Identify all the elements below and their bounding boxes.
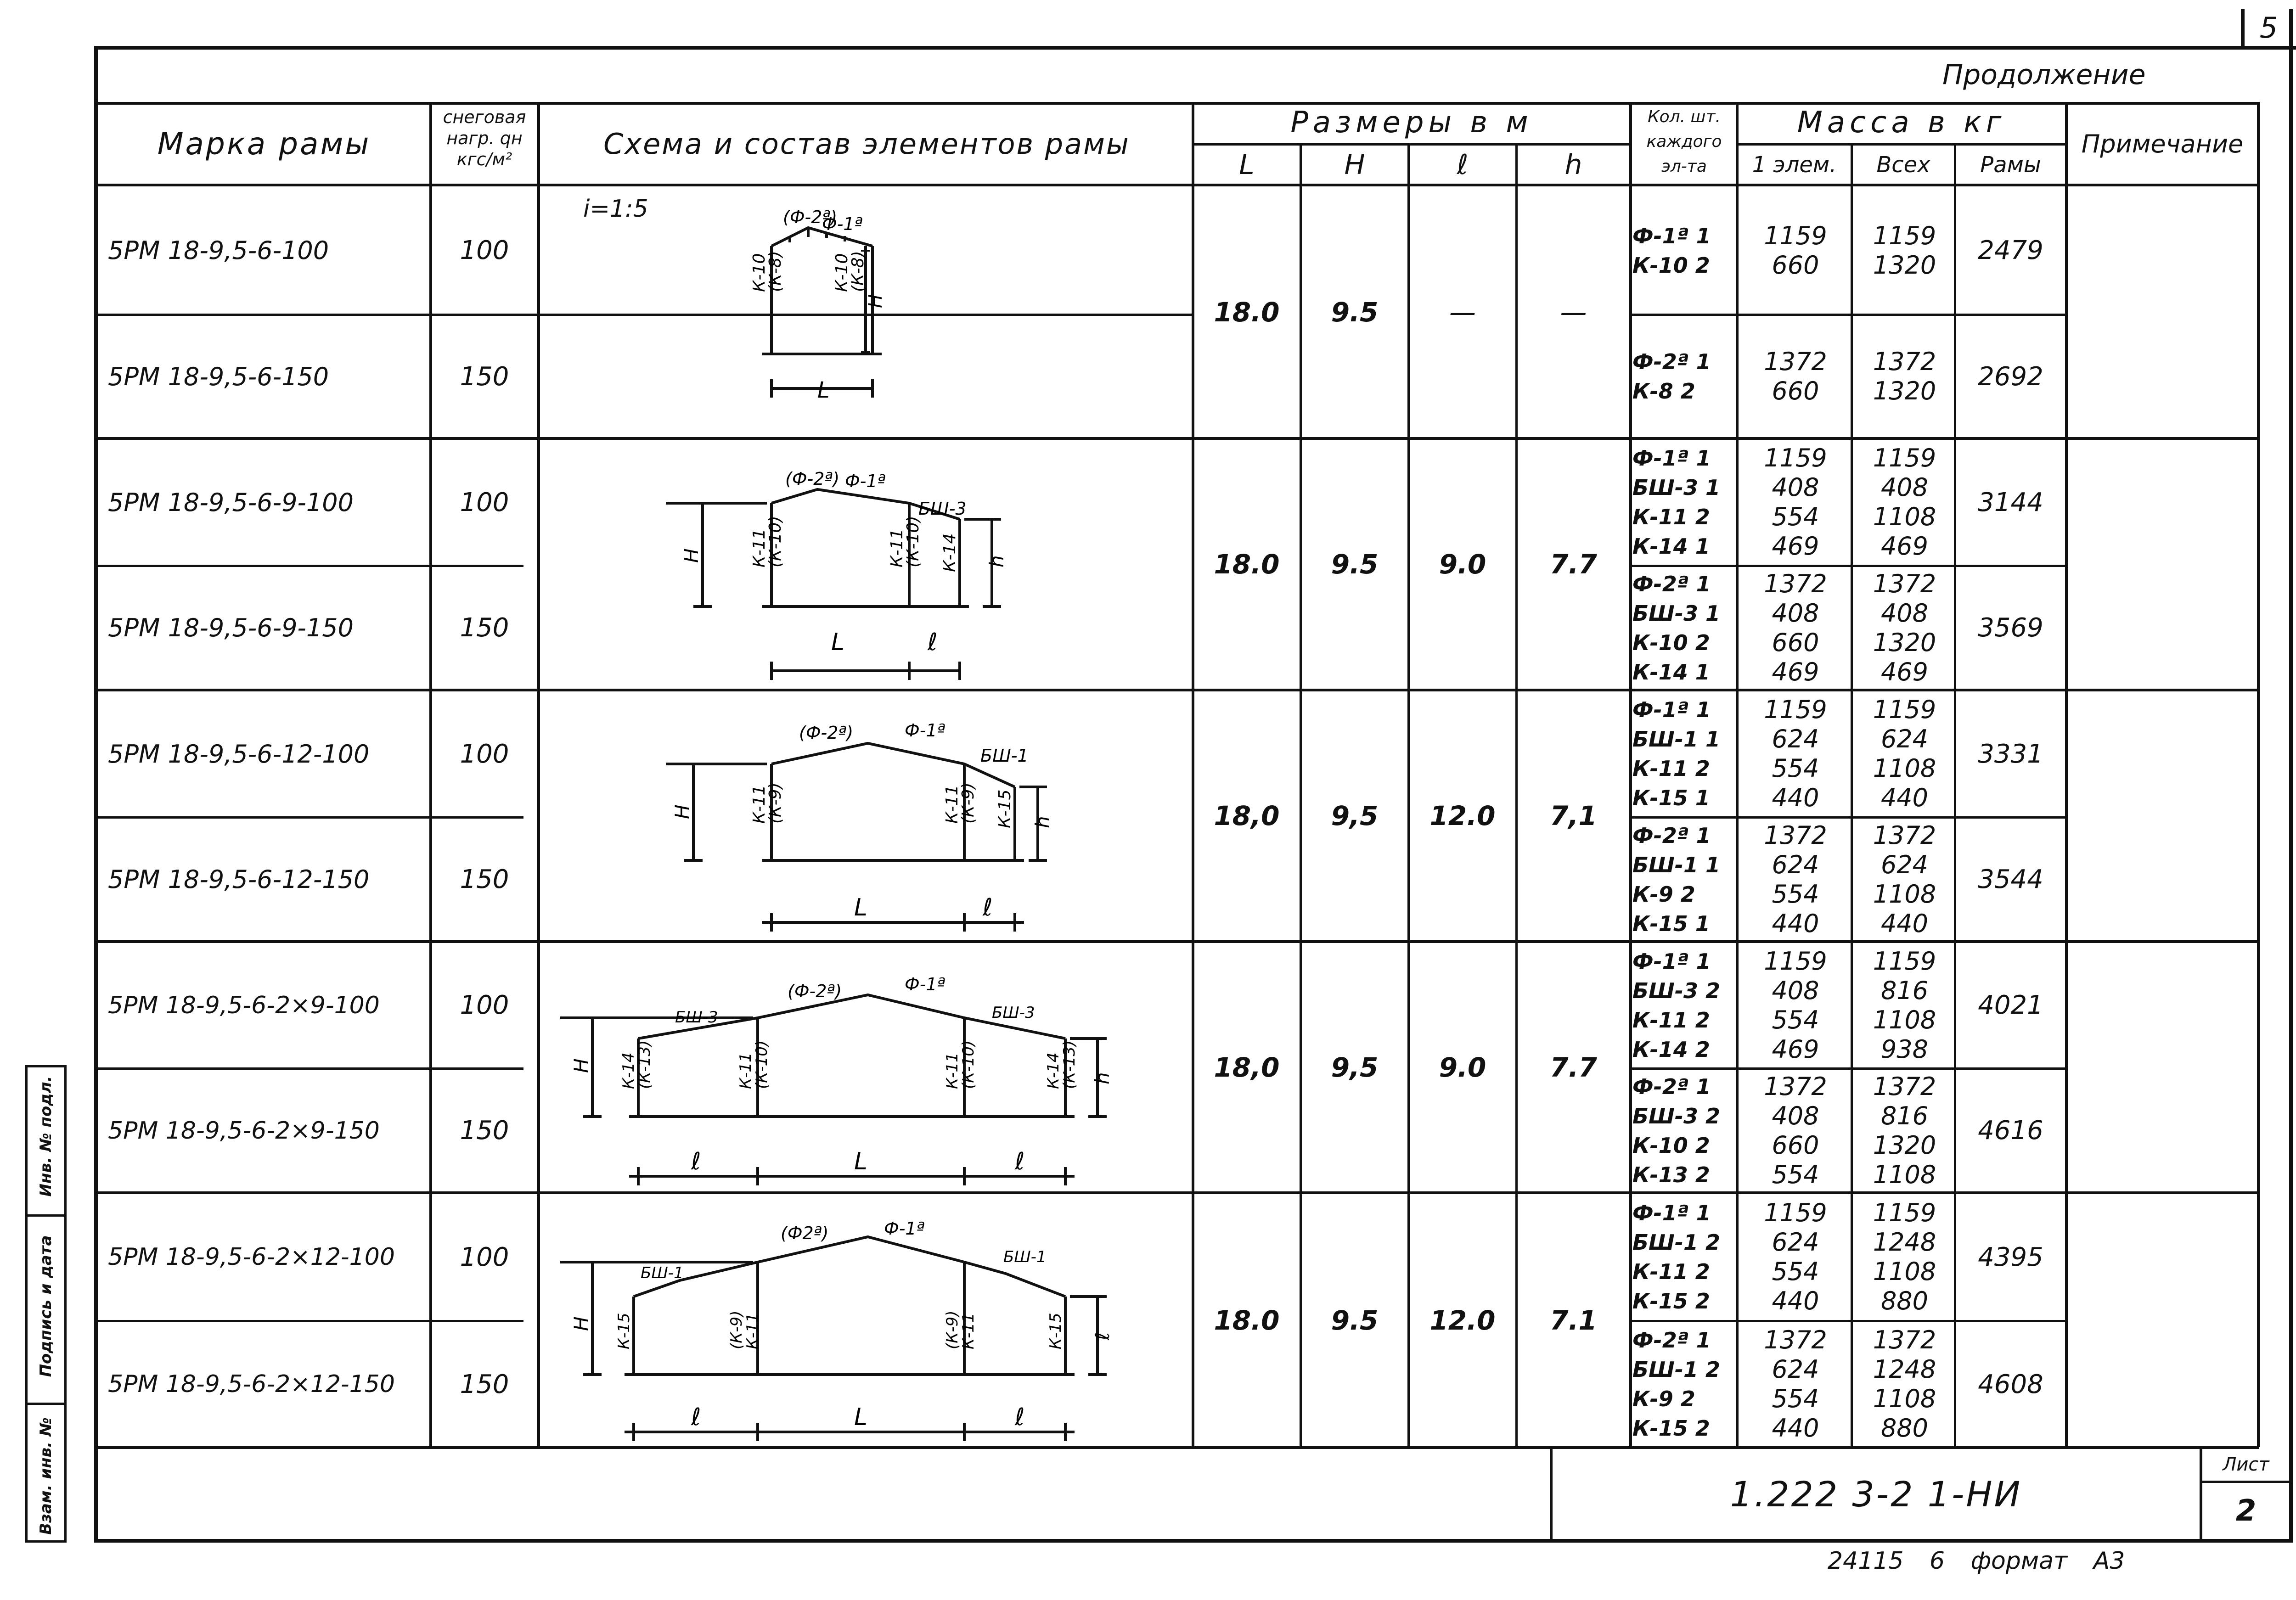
mass-one-list	[1740, 819, 1851, 940]
mass-value: 1159	[1764, 946, 1827, 976]
svg-text:К-11: К-11	[959, 1313, 978, 1349]
mass-one-list	[1740, 1070, 1851, 1191]
size-h: 7.7	[1550, 549, 1597, 580]
snow-row: 100	[460, 487, 509, 517]
element-entry: К-14 1	[1632, 534, 1710, 559]
mass-frame-total: 4616	[1978, 1116, 2043, 1145]
element-entry: Ф-1ª 1	[1632, 697, 1711, 722]
svg-text:К-14: К-14	[619, 1052, 638, 1089]
mark-row: 5РМ 18-9,5-6-12-150	[108, 865, 370, 894]
element-entry: К-11 2	[1632, 505, 1710, 529]
outer-frame-right	[2289, 9, 2293, 1543]
mass-frame-total: 2479	[1978, 236, 2043, 265]
mark-row: 5РМ 18-9,5-6-9-150	[108, 613, 354, 642]
svg-text:H: H	[671, 804, 693, 819]
sheet-label: Лист	[2223, 1454, 2269, 1475]
svg-text:Ф-1ª: Ф-1ª	[905, 974, 945, 994]
header-mass: Масса в кг	[1797, 106, 2006, 140]
size-l: 9.0	[1439, 1051, 1486, 1083]
mass-one-list	[1740, 567, 1851, 689]
mass-value: 1108	[1873, 502, 1936, 531]
svg-text:БШ-1: БШ-1	[980, 746, 1029, 766]
element-entry: Ф-2ª 1	[1632, 349, 1711, 374]
snow-row: 100	[460, 236, 509, 265]
size-h: —	[1560, 297, 1587, 328]
frame-scheme-1	[542, 186, 1192, 437]
svg-text:ℓ: ℓ	[691, 1148, 701, 1175]
footer-code: 24115 6 формат А3	[1828, 1547, 2125, 1575]
svg-text:БШ-1: БШ-1	[1003, 1248, 1047, 1266]
mass-all-list	[1855, 691, 1954, 816]
mass-value: 660	[1772, 250, 1819, 280]
element-entry: К-11 2	[1632, 1259, 1710, 1284]
svg-text:(Ф-2ª): (Ф-2ª)	[788, 981, 842, 1001]
size-h: 7,1	[1550, 800, 1597, 831]
element-entry: БШ-1 1	[1632, 727, 1721, 752]
mass-value: 554	[1772, 1160, 1819, 1189]
svg-text:К-11: К-11	[888, 528, 906, 567]
element-entry: Ф-1ª 1	[1632, 223, 1711, 248]
header-qty-line1: Кол. шт.	[1648, 107, 1721, 126]
element-entry: БШ-1 1	[1632, 852, 1721, 877]
header-qty	[1632, 105, 1736, 179]
mass-value: 469	[1772, 1034, 1819, 1064]
size-h: 7.1	[1550, 1304, 1597, 1336]
mass-value: 554	[1772, 879, 1819, 909]
mass-value: 1372	[1764, 569, 1827, 598]
snow-row: 150	[460, 361, 509, 392]
svg-text:H: H	[680, 548, 703, 563]
svg-text:К-11: К-11	[750, 785, 769, 824]
svg-text:L: L	[854, 1404, 867, 1431]
svg-text:Ф-1ª: Ф-1ª	[905, 720, 945, 741]
mass-value: 880	[1880, 1286, 1929, 1315]
mass-value: 1372	[1873, 569, 1936, 598]
mass-value: 1159	[1764, 221, 1827, 250]
mass-one-list	[1740, 440, 1851, 565]
mass-value: 938	[1880, 1034, 1929, 1064]
frame-scheme-3	[542, 691, 1192, 941]
mass-frame-total: 2692	[1978, 361, 2043, 392]
element-entry: Ф-2ª 1	[1632, 571, 1711, 596]
document-code: 1.222 3-2 1-НИ	[1730, 1473, 2022, 1515]
mass-value: 1320	[1873, 628, 1936, 657]
mass-value: 624	[1880, 724, 1929, 753]
svg-text:h: h	[1091, 1072, 1114, 1084]
svg-text:(К-9): (К-9)	[727, 1310, 746, 1349]
size-h: 7.7	[1550, 1051, 1597, 1083]
element-entry: Ф-1ª 1	[1632, 949, 1711, 974]
mass-value: 1248	[1873, 1228, 1936, 1257]
element-entry: К-9 2	[1632, 881, 1695, 907]
header-mass-one: 1 элем.	[1752, 152, 1837, 178]
header-L: L	[1239, 149, 1255, 181]
header-mass-all: Всех	[1876, 152, 1930, 178]
mass-value: 624	[1772, 1228, 1819, 1257]
mass-frame-total: 4608	[1978, 1369, 2043, 1399]
side-stamp-inv: Инв. № подл.	[37, 1076, 55, 1197]
mass-value: 816	[1880, 1101, 1929, 1130]
svg-text:L: L	[854, 1148, 867, 1175]
mass-value: 469	[1880, 657, 1929, 686]
snow-row: 150	[460, 1116, 509, 1145]
mark-row: 5РМ 18-9,5-6-150	[108, 362, 329, 391]
svg-text:К-11: К-11	[743, 1313, 762, 1349]
svg-text:ℓ: ℓ	[928, 629, 938, 656]
element-list	[1632, 316, 1736, 437]
header-H: H	[1344, 149, 1365, 181]
element-entry: К-14 1	[1632, 659, 1710, 685]
mass-value: 408	[1880, 473, 1929, 502]
mass-value: 624	[1772, 850, 1819, 879]
element-list	[1632, 440, 1736, 565]
mass-one-list	[1740, 1322, 1851, 1446]
element-entry: К-15 2	[1632, 1289, 1710, 1314]
svg-text:К-11: К-11	[943, 785, 962, 824]
header-mass-frame: Рамы	[1980, 152, 2041, 178]
svg-text:H: H	[570, 1058, 592, 1073]
size-L: 18.0	[1214, 297, 1280, 328]
svg-text:L: L	[831, 629, 844, 656]
mass-all-list	[1855, 1322, 1954, 1446]
element-entry: К-11 2	[1632, 1007, 1710, 1033]
col-line	[2065, 102, 2068, 1447]
mass-value: 1159	[1764, 444, 1827, 472]
svg-text:(К-9): (К-9)	[959, 782, 978, 824]
size-l: 12.0	[1429, 800, 1496, 831]
svg-text:К-11: К-11	[943, 1052, 962, 1089]
mass-value: 1108	[1873, 1257, 1936, 1286]
mass-value: 440	[1880, 909, 1929, 938]
mass-value: 554	[1772, 1005, 1819, 1034]
mass-value: 1159	[1873, 444, 1936, 472]
mass-value: 1372	[1873, 820, 1936, 850]
element-entry: БШ-3 2	[1632, 978, 1721, 1003]
svg-text:(К-8): (К-8)	[849, 251, 867, 292]
size-H: 9.5	[1331, 297, 1379, 328]
svg-text:(К-10): (К-10)	[959, 1040, 978, 1089]
svg-text:h: h	[985, 555, 1008, 567]
element-entry: БШ-3 2	[1632, 1103, 1721, 1128]
element-entry: К-13 2	[1632, 1162, 1710, 1187]
svg-text:Ф-1ª: Ф-1ª	[884, 1218, 925, 1239]
svg-text:К-10: К-10	[750, 253, 769, 292]
mass-value: 1372	[1873, 347, 1936, 376]
header-l: ℓ	[1457, 149, 1469, 181]
mass-value: 408	[1880, 598, 1929, 628]
outer-frame-top	[94, 46, 2296, 50]
element-entry: К-15 1	[1632, 786, 1710, 810]
mass-frame-total: 4021	[1978, 990, 2043, 1020]
element-entry: Ф-2ª 1	[1632, 1074, 1711, 1099]
mass-all-list	[1855, 1070, 1954, 1191]
size-l: —	[1449, 297, 1476, 328]
mass-value: 1159	[1873, 221, 1936, 250]
mass-one-list	[1740, 1194, 1851, 1320]
header-scheme: Схема и состав элементов рамы	[603, 127, 1130, 161]
snow-row: 100	[460, 739, 509, 769]
mass-one-list	[1740, 187, 1851, 314]
mass-value: 440	[1772, 909, 1819, 938]
mark-row: 5РМ 18-9,5-6-100	[108, 236, 329, 265]
header-sizes: Размеры в м	[1290, 106, 1533, 140]
snow-row: 150	[460, 1369, 509, 1399]
svg-text:(Ф-2ª): (Ф-2ª)	[783, 207, 838, 227]
mass-all-list	[1855, 567, 1954, 689]
svg-text:(К-10): (К-10)	[766, 516, 785, 567]
svg-text:К-11: К-11	[737, 1052, 755, 1089]
mass-value: 469	[1772, 657, 1819, 686]
element-entry: К-10 2	[1632, 253, 1710, 278]
svg-text:К-14: К-14	[940, 533, 959, 572]
mass-value: 440	[1772, 1414, 1819, 1443]
svg-text:(К-10): (К-10)	[904, 516, 923, 567]
svg-text:(К-8): (К-8)	[766, 251, 785, 292]
mass-value: 469	[1880, 532, 1929, 561]
element-list	[1632, 691, 1736, 816]
svg-text:ℓ: ℓ	[1091, 1332, 1114, 1340]
size-L: 18.0	[1214, 1304, 1280, 1336]
mass-value: 1108	[1873, 1005, 1936, 1034]
snow-row: 150	[460, 865, 509, 894]
mass-value: 1372	[1764, 1325, 1827, 1354]
svg-text:К-15: К-15	[996, 789, 1014, 828]
mass-value: 624	[1880, 850, 1929, 879]
mass-value: 554	[1772, 1257, 1819, 1286]
element-list	[1632, 1070, 1736, 1191]
mass-frame-total: 4395	[1978, 1242, 2043, 1272]
element-entry: Ф-2ª 1	[1632, 1328, 1711, 1353]
mass-value: 660	[1772, 628, 1819, 657]
outer-frame-bottom	[94, 1539, 2293, 1543]
element-entry: К-15 2	[1632, 1416, 1710, 1441]
svg-text:К-15: К-15	[1047, 1313, 1065, 1349]
mark-row: 5РМ 18-9,5-6-9-100	[108, 488, 354, 517]
header-note: Примечание	[2081, 129, 2244, 158]
slope-label: i=1:5	[583, 195, 648, 223]
frame-scheme-4	[542, 942, 1192, 1193]
svg-text:ℓ: ℓ	[983, 894, 993, 921]
mass-value: 554	[1772, 1384, 1819, 1413]
mass-all-list	[1855, 943, 1954, 1067]
mass-value: 624	[1772, 1355, 1819, 1384]
svg-text:h: h	[1031, 816, 1054, 828]
element-entry: БШ-1 2	[1632, 1357, 1721, 1382]
svg-text:БШ-3: БШ-3	[918, 499, 967, 519]
element-entry: К-15 1	[1632, 911, 1710, 936]
size-l: 12.0	[1429, 1304, 1496, 1336]
mass-value: 1248	[1873, 1355, 1936, 1384]
element-entry: К-11 2	[1632, 756, 1710, 781]
frame-scheme-5	[542, 1193, 1192, 1444]
mass-value: 1320	[1873, 376, 1936, 405]
element-list	[1632, 819, 1736, 940]
size-l: 9.0	[1439, 549, 1486, 580]
mass-one-list	[1740, 691, 1851, 816]
mass-value: 816	[1880, 976, 1929, 1005]
size-H: 9,5	[1331, 1051, 1379, 1083]
col-line	[1736, 102, 1739, 1447]
size-L: 18,0	[1214, 800, 1280, 831]
snow-row: 100	[460, 1242, 509, 1272]
mass-value: 408	[1772, 1101, 1819, 1130]
mass-value: 1108	[1873, 1160, 1936, 1189]
svg-text:БШ-3: БШ-3	[675, 1008, 718, 1027]
header-snow-line1: снеговая	[443, 107, 526, 127]
svg-text:(К-9): (К-9)	[766, 782, 785, 824]
size-H: 9.5	[1331, 549, 1379, 580]
mass-one-list	[1740, 316, 1851, 437]
header-qty-line2: каждого	[1646, 132, 1722, 151]
mass-value: 1159	[1764, 695, 1827, 724]
col-line	[1629, 102, 1632, 1447]
element-list	[1632, 187, 1736, 314]
mass-value: 554	[1772, 502, 1819, 531]
snow-row: 100	[460, 990, 509, 1020]
frame-scheme-2	[542, 439, 1192, 690]
mass-frame-total: 3569	[1978, 613, 2043, 643]
col-line	[537, 102, 540, 1447]
mass-value: 440	[1880, 783, 1929, 812]
mass-value: 554	[1772, 754, 1819, 783]
svg-text:(К-10): (К-10)	[753, 1040, 771, 1089]
mass-value: 408	[1772, 598, 1819, 628]
mass-value: 1372	[1873, 1072, 1936, 1101]
svg-text:БШ-1: БШ-1	[641, 1264, 684, 1282]
header-mark: Марка рамы	[157, 126, 371, 162]
size-L: 18.0	[1214, 549, 1280, 580]
mass-all-list	[1855, 1194, 1954, 1320]
svg-text:(Ф-2ª): (Ф-2ª)	[785, 469, 840, 489]
element-entry: БШ-1 2	[1632, 1230, 1721, 1255]
svg-text:Ф-1ª: Ф-1ª	[822, 214, 863, 234]
svg-text:ℓ: ℓ	[691, 1404, 701, 1431]
size-H: 9.5	[1331, 1304, 1379, 1336]
svg-text:H: H	[570, 1316, 592, 1331]
mark-row: 5РМ 18-9,5-6-2×12-150	[108, 1370, 395, 1398]
size-L: 18,0	[1214, 1051, 1280, 1083]
continuation-label: Продолжение	[1942, 59, 2146, 91]
svg-text:(Ф2ª): (Ф2ª)	[781, 1223, 829, 1243]
mark-row: 5РМ 18-9,5-6-2×12-100	[108, 1243, 395, 1271]
outer-frame-left	[94, 46, 98, 1543]
svg-text:(К-13): (К-13)	[636, 1040, 654, 1089]
mass-value: 408	[1772, 976, 1819, 1005]
svg-text:К-14: К-14	[1044, 1052, 1063, 1089]
sheet-number: 2	[2235, 1494, 2257, 1528]
svg-text:К-15: К-15	[615, 1313, 633, 1349]
mass-all-list	[1855, 187, 1954, 314]
mass-value: 624	[1772, 724, 1819, 753]
mass-value: 1108	[1873, 1384, 1936, 1413]
svg-text:(Ф-2ª): (Ф-2ª)	[799, 723, 854, 743]
mass-value: 1159	[1873, 695, 1936, 724]
element-entry: К-10 2	[1632, 1133, 1710, 1158]
header-h: h	[1564, 149, 1582, 181]
col-line	[2257, 102, 2260, 1447]
mass-value: 1108	[1873, 879, 1936, 909]
svg-text:ℓ: ℓ	[1015, 1148, 1025, 1175]
mass-value: 1372	[1764, 347, 1827, 376]
size-H: 9,5	[1331, 800, 1379, 831]
element-list	[1632, 567, 1736, 689]
mark-row: 5РМ 18-9,5-6-12-100	[108, 739, 370, 769]
mass-value: 408	[1772, 473, 1819, 502]
svg-text:К-10: К-10	[833, 253, 851, 292]
sheet-corner-box	[2241, 9, 2293, 46]
svg-text:H: H	[865, 294, 886, 308]
side-stamp-replace: Взам. инв. №	[37, 1417, 55, 1535]
mass-value: 1159	[1764, 1198, 1827, 1227]
mass-value: 1320	[1873, 1130, 1936, 1160]
snow-row: 150	[460, 613, 509, 643]
mass-value: 1159	[1873, 1198, 1936, 1227]
element-entry: БШ-3 1	[1632, 601, 1721, 626]
element-list	[1632, 1322, 1736, 1446]
side-stamp	[25, 1065, 67, 1543]
mass-frame-total: 3144	[1978, 487, 2043, 517]
mass-all-list	[1855, 316, 1954, 437]
header-snow-load	[434, 107, 535, 170]
mass-value: 1372	[1873, 1325, 1936, 1354]
mass-all-list	[1855, 819, 1954, 940]
svg-text:L: L	[854, 894, 867, 921]
mass-all-list	[1855, 440, 1954, 565]
element-entry: Ф-1ª 1	[1632, 446, 1711, 471]
element-entry: К-8 2	[1632, 379, 1695, 404]
svg-text:(К-13): (К-13)	[1060, 1040, 1079, 1089]
mass-value: 1372	[1764, 1072, 1827, 1101]
mass-value: 1108	[1873, 754, 1936, 783]
mass-one-list	[1740, 943, 1851, 1067]
element-entry: Ф-2ª 1	[1632, 823, 1711, 848]
mark-row: 5РМ 18-9,5-6-2×9-150	[108, 1117, 380, 1145]
element-entry: К-10 2	[1632, 630, 1710, 655]
mass-value: 440	[1772, 783, 1819, 812]
element-list	[1632, 1194, 1736, 1320]
mass-value: 1372	[1764, 820, 1827, 850]
header-snow-line2: нагр. qн	[446, 128, 523, 148]
element-entry: Ф-1ª 1	[1632, 1201, 1711, 1225]
mass-value: 660	[1772, 1130, 1819, 1160]
svg-text:БШ-3: БШ-3	[992, 1004, 1035, 1022]
mass-frame-total: 3331	[1978, 739, 2043, 769]
svg-text:ℓ: ℓ	[1015, 1404, 1025, 1431]
sheet-corner-number: 5	[2259, 11, 2278, 45]
mass-frame-total: 3544	[1978, 865, 2043, 894]
mass-value: 880	[1880, 1414, 1929, 1443]
svg-text:Ф-1ª: Ф-1ª	[845, 471, 886, 491]
header-snow-line3: кгс/м²	[456, 149, 512, 169]
svg-text:L: L	[817, 377, 830, 403]
element-entry: К-9 2	[1632, 1387, 1695, 1411]
mass-value: 469	[1772, 532, 1819, 561]
mass-value: 440	[1772, 1286, 1819, 1315]
svg-text:(К-9): (К-9)	[943, 1310, 962, 1349]
element-list	[1632, 943, 1736, 1067]
element-entry: БШ-3 1	[1632, 475, 1721, 500]
col-line	[1851, 143, 1853, 1447]
element-entry: К-14 2	[1632, 1037, 1710, 1062]
mass-value: 1159	[1873, 946, 1936, 976]
mark-row: 5РМ 18-9,5-6-2×9-100	[108, 991, 380, 1019]
header-qty-line3: эл-та	[1661, 157, 1707, 176]
mass-value: 660	[1772, 376, 1819, 405]
side-stamp-sign: Подпись и дата	[37, 1235, 55, 1377]
svg-text:К-11: К-11	[750, 528, 769, 567]
mass-value: 1320	[1873, 250, 1936, 280]
